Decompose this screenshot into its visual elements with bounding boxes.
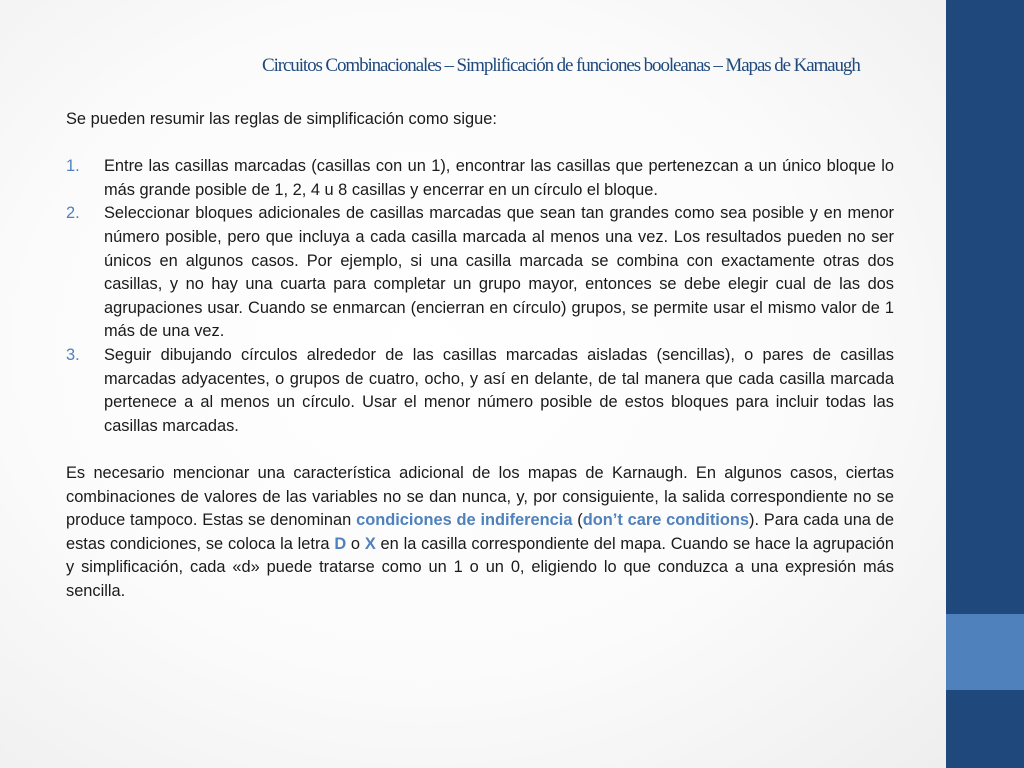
closing-text-1: Es necesario mencionar una característica adicional de los mapas de Karnaugh. En algunos casos, ciertas combinaciones de valores de las variables no se dan nunca, y, por consiguiente, la salida correspondiente no se produce tampoco. Estas se denominan xyxy=(66,463,894,530)
closing-paragraph xyxy=(66,462,894,604)
closing-text-5: en la casilla correspondiente del mapa. Cuando se hace la agrupación y simplificación, cada «d» puede tratarse como un 1 o un 0, eligiendo lo que conduzca a una expresión más sencilla. xyxy=(66,534,894,600)
slide-title: Circuitos Combinacionales – Simplificación de funciones booleanas – Mapas de Karnaugh xyxy=(262,55,860,76)
term-indifference: condiciones de indiferencia xyxy=(356,511,573,530)
list-number: 2. xyxy=(66,204,80,223)
intro-text: Se pueden resumir las reglas de simplificación como sigue: xyxy=(66,110,497,128)
list-item xyxy=(66,155,894,202)
rules-list xyxy=(66,155,894,438)
closing-text-4: o xyxy=(346,534,365,553)
letter-x: X xyxy=(364,534,376,553)
sidebar-accent-block xyxy=(946,614,1024,690)
list-item xyxy=(66,202,894,344)
letter-d: D xyxy=(334,534,347,553)
list-number: 1. xyxy=(66,157,80,176)
closing-text-2: ( xyxy=(572,511,583,530)
list-item xyxy=(66,344,894,438)
list-item-text: Seleccionar bloques adicionales de casillas marcadas que sean tan grandes como sea posible y en menor número posible, pero que incluya a cada casilla marcada al menos una vez. Los resultados pueden no ser únicos en algunos casos. Por ejemplo, si una casilla marcada se combina con exactamente otras dos casillas, y no hay una cuarta para completar un grupo mayor, entonces se debe elegir cual de las dos agrupaciones usar. Cuando se enmarcan (encierran en círculo) grupos, se permite usar el mismo valor de 1 más de una vez. xyxy=(104,204,894,341)
list-number: 3. xyxy=(66,345,80,364)
list-item-text: Entre las casillas marcadas (casillas con un 1), encontrar las casillas que pertenezcan a un único bloque lo más grande posible de 1, 2, 4 u 8 casillas y encerrar en un círculo el bloque. xyxy=(104,157,894,199)
term-dont-care: don’t care conditions xyxy=(582,511,749,530)
closing-text-3: ). Para cada una de estas condiciones, se coloca la letra xyxy=(66,511,894,553)
slide-body xyxy=(66,108,894,603)
list-item-text: Seguir dibujando círculos alrededor de las casillas marcadas aisladas (sencillas), o pares de casillas marcadas adyacentes, o grupos de cuatro, ocho, y así en delante, de tal manera que cada casilla marcada pertenece a al menos un círculo. Usar el menor número posible de estos bloques para incluir todas las casillas marcadas. xyxy=(104,345,894,435)
